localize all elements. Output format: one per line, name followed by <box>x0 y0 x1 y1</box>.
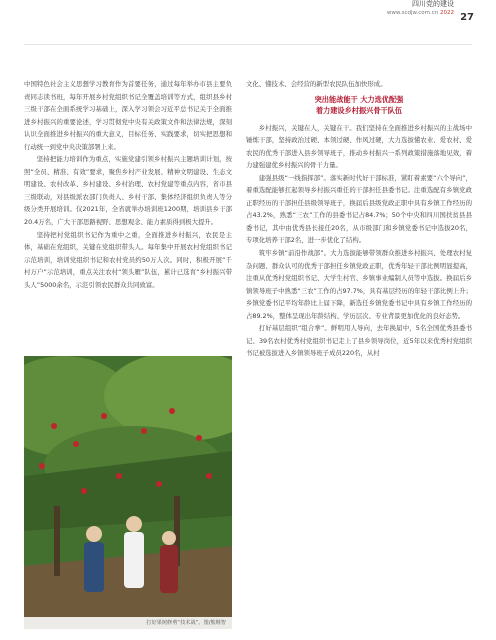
magazine-brand <box>334 0 454 18</box>
magazine-url: www.scdjw.com.cn 2022 <box>386 10 454 16</box>
subheading-line-1: 突出能战能干 大力选优配强 <box>314 94 404 104</box>
right-column <box>246 78 472 360</box>
section-subheading <box>246 94 472 116</box>
paragraph: 乡村振兴，关键在人，关键在干。我们坚持在全面推进乡村振兴的主战场中锤炼干部，坚持政治过硬、本领过硬、作风过硬，大力选拔懂农业、爱农村、爱农民的优秀干部进入县乡领导班子，推动乡村振兴一系列政策措施落地见效，着力建强建优乡村振兴的骨干力量。 <box>246 123 472 170</box>
paragraph: 坚持把能力培训作为重点，实施党建引领乡村振兴主题培训计划，按照“全员、精准、有效”要求，聚焦乡村产业发展、精神文明建设、生态文明建设、农村改革、乡村建设、乡村治理、农村党建等重点内容，省市县三级联动，对县级派农部门负责人、乡村干部、集体经济组织负责人等分级分类开展培训。仅2021年，全省就举办培训班1200期，培训县乡干部20.4万名，广大干部思路视野、思想观念、能力素质得到极大提升。 <box>24 155 232 227</box>
subheading-line-2: 着力建设乡村振兴骨干队伍 <box>315 105 403 115</box>
article-photo <box>24 356 232 629</box>
paragraph: 坚持把村党组织书记作为重中之重，全面推进乡村振兴，农民是主体，基础在党组织，关键在党组织带头人。每年集中开展农村党组织书记示范培训，培训党组织书记和农村党员约50万人次。同时，积极开展“千村万户”示范培训，重点关注农村“领头雁”队伍，累计已选育“乡村振兴带头人”5000余名，示范引领农民群众共同致富。 <box>24 230 232 289</box>
left-column <box>24 78 232 291</box>
page-number: 27 <box>460 12 474 23</box>
paragraph: 中国特色社会主义思想学习教育作为首要任务，通过每年举办市县主要负责同志读书班，每年开展乡村党组织书记全覆盖培训等方式，组织县乡村三级干部在全面系统学习基础上，深入学习领会习近平总书记关于全面推进乡村振兴的重要论述，学习贯彻党中央有关政策文件和法律法规，深刻认识全面推进乡村振兴的重大意义，目标任务、实践要求，切实把思想和行动统一到党中央决策部署上来。 <box>24 80 232 151</box>
magazine-name: 四川党的建设 <box>412 0 454 8</box>
paragraph: 筑牢乡镇“前沿作战部”。大力选拔能够带领群众推进乡村振兴、处理农村复杂问题、群众认可的优秀干部担任乡镇党政正职，优秀年轻干部比例明显提高，注重从优秀村党组织书记、大学生村官、乡镇事业编制人员等中选拔。换届后乡镇领导班子中熟悉“三农”工作的占97.7%，具有基层经历的年轻干部比例上升；乡镇党委书记平均年龄比上届下降，新选任乡镇党委书记中具有乡镇工作经历的占89.2%，整体呈现出年龄结构、学历层次、专业背景更加优化的良好态势。 <box>246 249 472 320</box>
photo-caption: 打好果树修剪“技术战”。图/熊继智 <box>24 617 232 629</box>
header-rule <box>24 44 472 45</box>
paragraph: 文化、懂技术、会经营的新型农民队伍加快形成。 <box>246 80 387 88</box>
paragraph: 打好基层组织“组合拳”。鲜明用人导向，去年换届中，5名全国优秀县委书记、39名农村优秀村党组织书记走上了县乡领导岗位，近5年以来优秀村党组织书记被选拔进入乡镇领导班子成员220名，从村 <box>246 324 472 358</box>
paragraph: 建强县级“一线指挥部”。落实新时代好干部标准，紧盯着素要“六个导向”，着重选配能够扛起领导乡村振兴重任的干部担任县委书记。注重选配有乡镇党政正职经历的干部担任县级领导班子，换届后县级党政正职中具有乡镇工作经历的占43.2%，熟悉“三农”工作的县委书记占84.7%；50个中央和四川国扶贫县县委书记，其中由优秀县长接任20名，从市级部门和乡镇党委书记中选拔20名，专项化培养干部2名，进一步优化了结构。 <box>246 173 472 245</box>
orchard-photo-illustration <box>24 356 232 629</box>
